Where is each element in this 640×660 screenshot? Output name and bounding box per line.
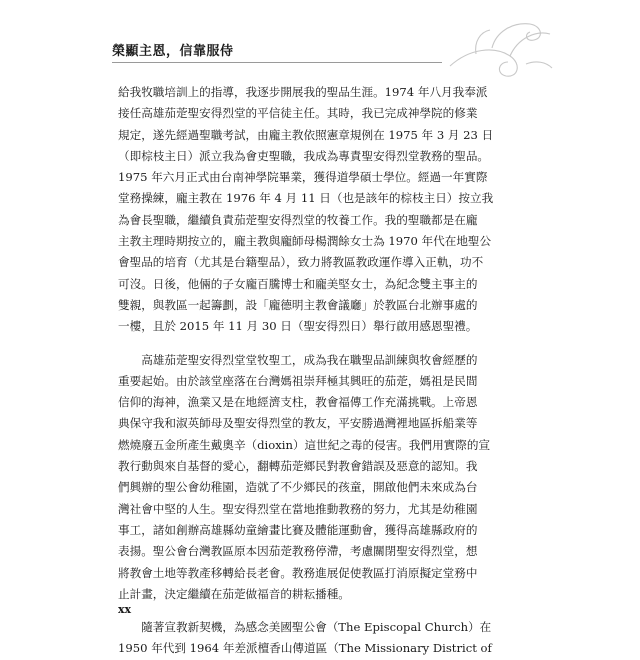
paragraph-1 <box>118 82 496 338</box>
text-line: 信仰的海神，漁業又是在地經濟支柱，教會福傳工作充滿挑戰。上帝恩 <box>118 395 478 410</box>
page-number: xx <box>118 603 132 616</box>
text-line: 止計畫，決定繼續在茄萣做福音的耕耘播種。 <box>118 586 350 601</box>
paragraph-3 <box>118 617 496 660</box>
text-line: 燃燒廢五金所產生戴奧辛（dioxin）這世紀之毒的侵害。我們用實際的宣 <box>118 437 491 452</box>
text-line: 事工，諸如創辦高雄縣幼童繪畫比賽及體能運動會，獲得高雄縣政府的 <box>118 522 478 537</box>
text-line: 接任高雄茄萣聖安得烈堂的平信徒主任。其時，我已完成神學院的修業 <box>118 106 478 121</box>
text-line: 為會長聖職，繼續負責茄萣聖安得烈堂的牧養工作。我的聖職都是在龐 <box>118 212 478 227</box>
paragraph-2 <box>118 350 496 606</box>
text-line: 主教主理時期按立的，龐主教與龐師母楊潤餘女士為 1970 年代在地聖公 <box>118 234 492 249</box>
text-line: （即棕枝主日）派立我為會吏聖職，我成為專責聖安得烈堂教務的聖品。 <box>118 148 490 163</box>
swirl-ornament-icon <box>440 8 560 88</box>
text-line: 一樓，且於 2015 年 11 月 30 日（聖安得烈日）舉行啟用感恩聖禮。 <box>118 319 478 334</box>
text-line: 1975 年六月正式由台南神學院畢業，獲得道學碩士學位。經過一年實際 <box>118 170 488 185</box>
text-line: 堂務操練，龐主教在 1976 年 4 月 11 日（也是該年的棕枝主日）按立我 <box>118 191 494 206</box>
header-rule <box>112 62 442 63</box>
text-line: 1950 年代到 1964 年差派檀香山傳道區（The Missionary District of <box>118 641 492 656</box>
text-line: 隨著宣教新契機，為感念美國聖公會（The Episcopal Church）在 <box>118 620 492 635</box>
text-line: 典保守我和淑英師母及聖安得烈堂的教友，平安勝過灣裡地區拆船業等 <box>118 416 478 431</box>
running-header-title: 榮顯主恩，信靠服侍 <box>112 44 234 59</box>
text-line: 灣社會中堅的人生。聖安得烈堂在當地推動教務的努力，尤其是幼稚園 <box>118 501 478 516</box>
text-line: 重要起始。由於該堂座落在台灣媽祖崇拜極其興旺的茄萣，媽祖是民間 <box>118 373 478 388</box>
text-line: 可沒。日後，他倆的子女龐百騰博士和龐美堅女士，為紀念雙主事主的 <box>118 276 478 291</box>
text-line: 表揚。聖公會台灣教區原本因茄萣教務停滯，考慮關閉聖安得烈堂，想 <box>118 544 478 559</box>
text-line: 們興辦的聖公會幼稚園，造就了不少鄉民的孩童，開啟他們未來成為台 <box>118 480 478 495</box>
text-line: 給我牧職培訓上的指導，我逐步開展我的聖品生涯。1974 年八月我奉派 <box>118 85 488 99</box>
text-line: 教行動與來自基督的愛心，翻轉茄萣鄉民對教會錯誤及惡意的認知。我 <box>118 459 478 474</box>
text-line: 高雄茄萣聖安得烈堂堂牧聖工，成為我在職聖品訓練與牧會經歷的 <box>118 352 478 367</box>
text-line: 會聖品的培育（尤其是台籍聖品），致力將教區教政運作導入正軌，功不 <box>118 255 484 270</box>
body-text <box>118 82 496 660</box>
text-line: 雙親，與教區一起籌劃，設「龐德明主教會議廳」於教區台北辦事處的 <box>118 297 478 312</box>
text-line: 將教會土地等教產移轉給長老會。教務進展促使教區打消原擬定堂務中 <box>118 565 478 580</box>
text-line: 規定，遂先經過聖職考試，由龐主教依照憲章規例在 1975 年 3 月 23 日 <box>118 127 494 142</box>
